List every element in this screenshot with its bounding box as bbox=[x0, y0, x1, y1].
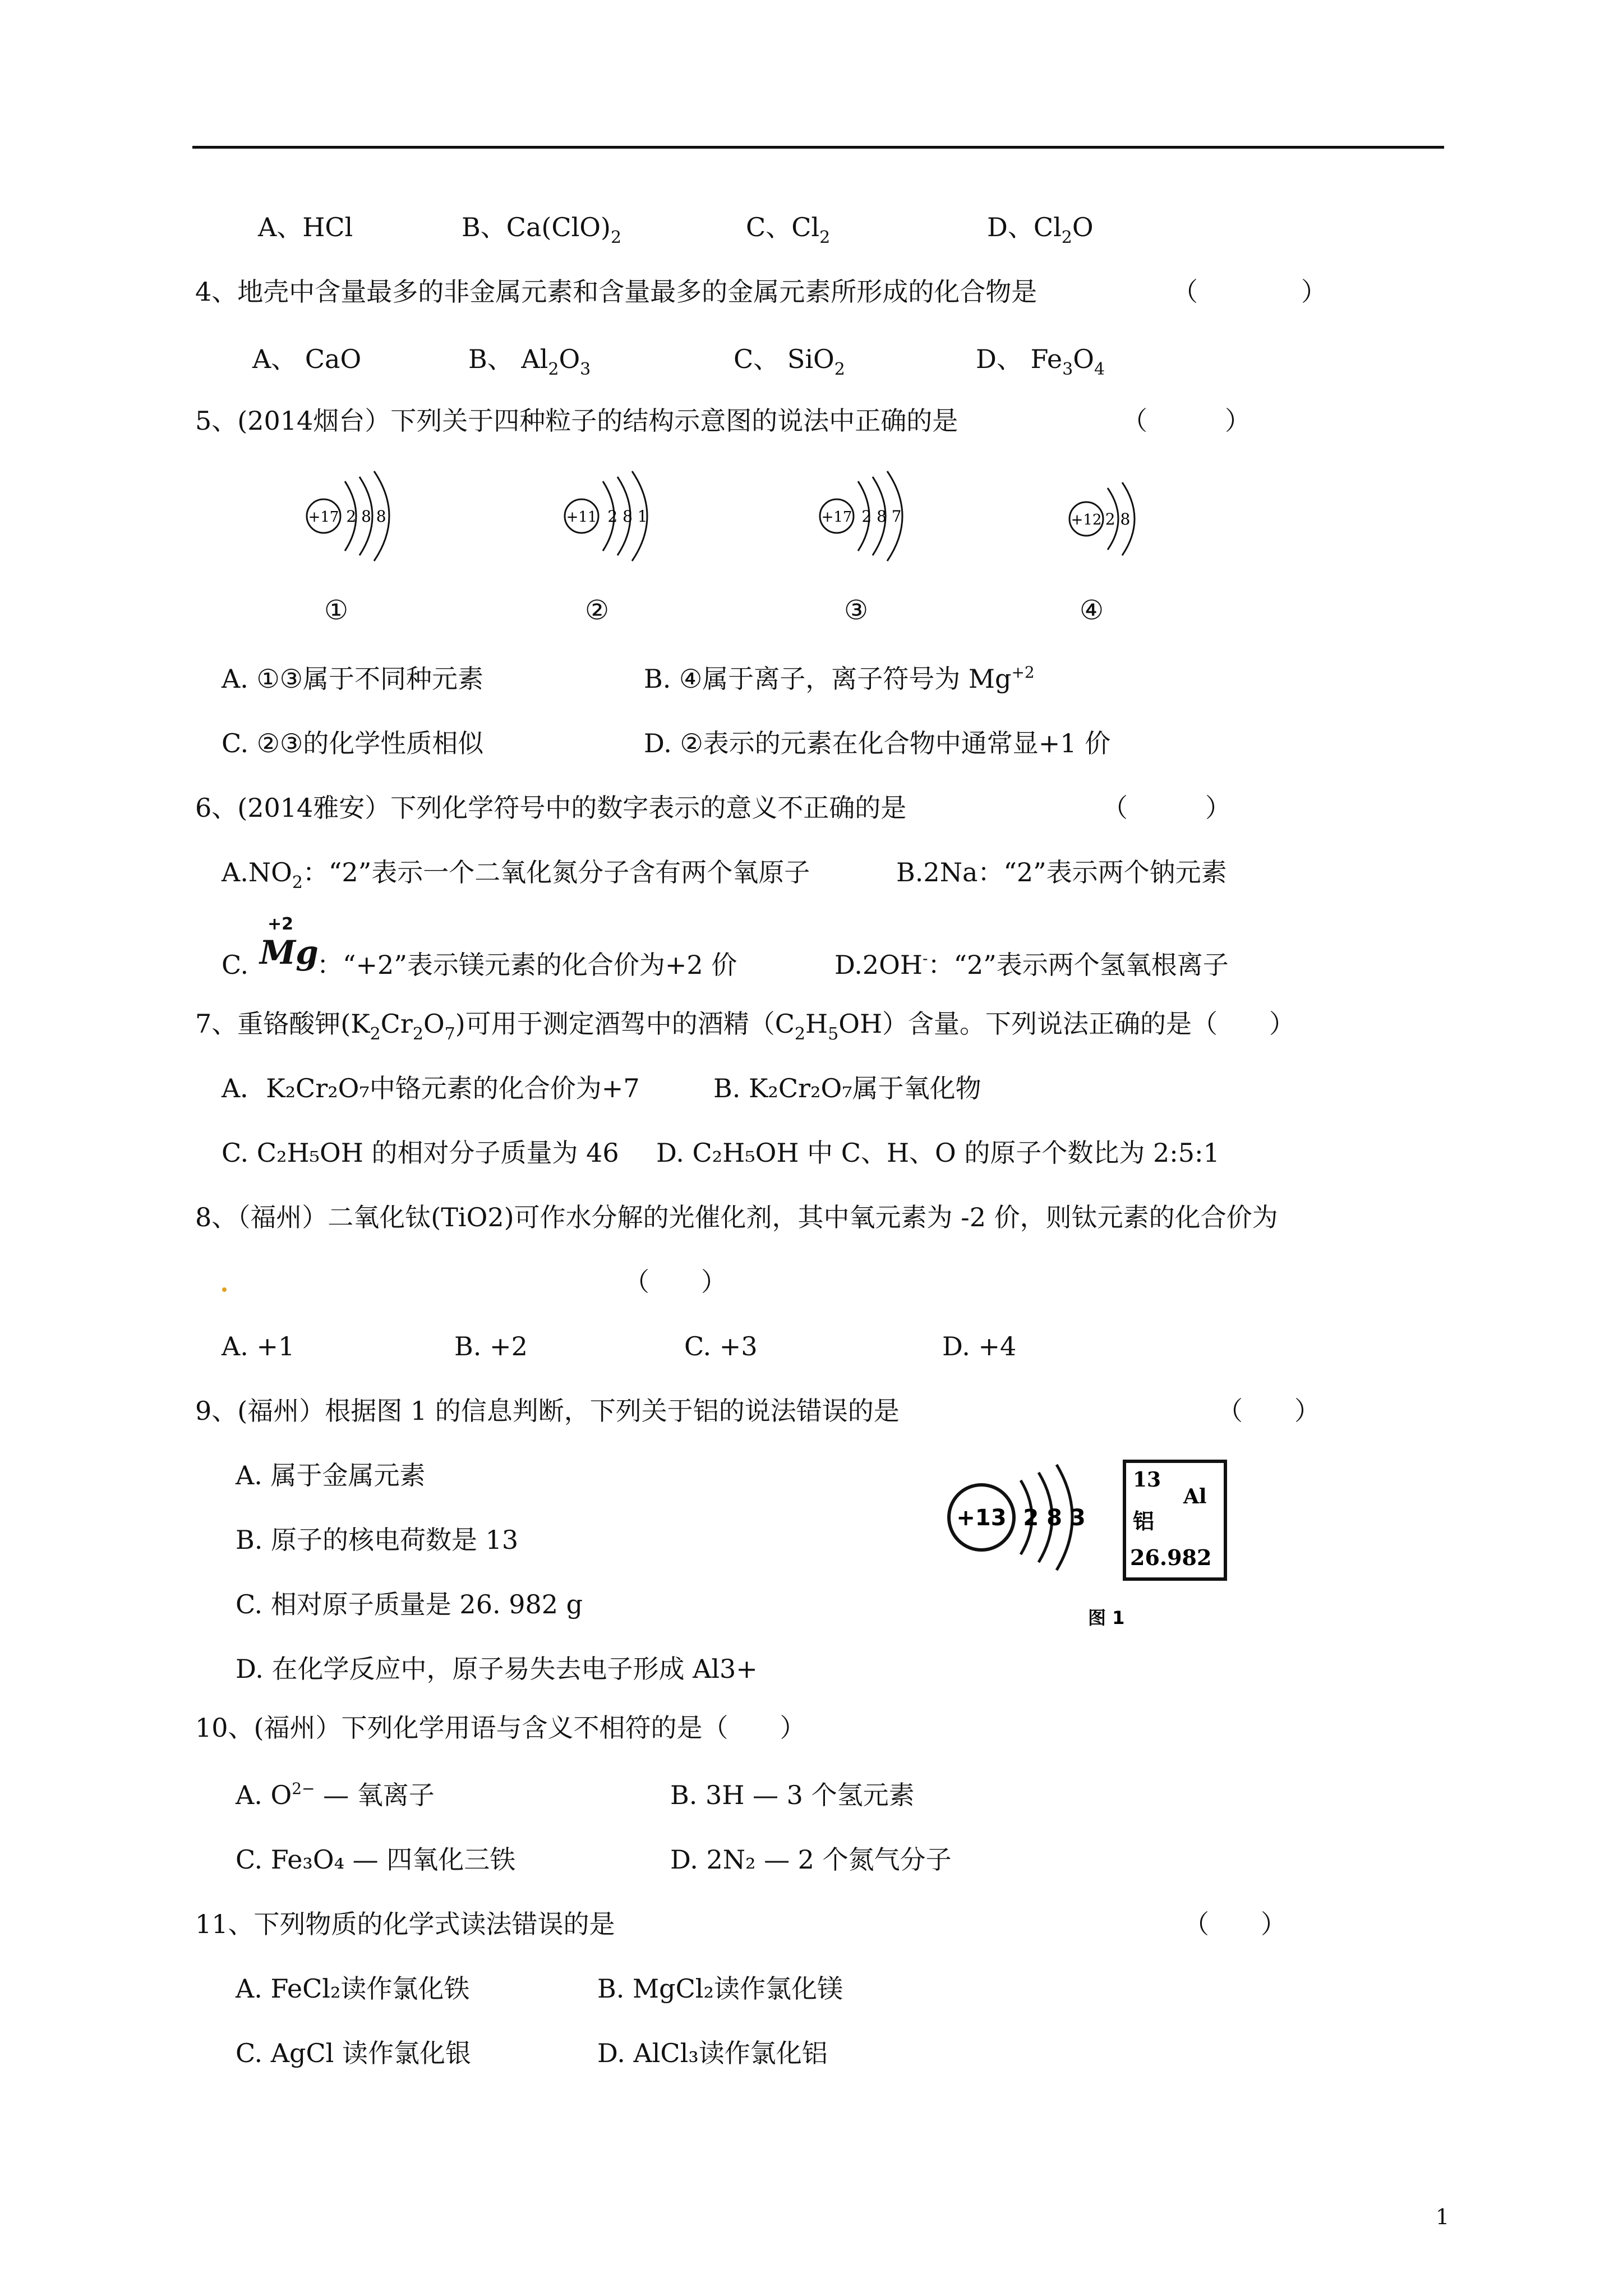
particle-4-nucleus: +12 bbox=[1071, 512, 1102, 528]
fig1-atomic-number: 13 bbox=[1133, 1468, 1161, 1492]
page-number: 1 bbox=[1436, 2205, 1450, 2229]
mg-symbol: Mg bbox=[260, 933, 319, 972]
q5-option-a: A. ①③属于不同种元素 bbox=[222, 664, 483, 694]
q3-option-c: C、$Cl_2$ bbox=[746, 212, 831, 247]
q9-answer-paren: （ ） bbox=[1217, 1396, 1320, 1426]
particle-label-1: ① bbox=[324, 595, 349, 626]
q8-option-b: B. +2 bbox=[454, 1331, 528, 1361]
q10-option-d: D. 2N₂ — 2 个氮气分子 bbox=[670, 1844, 952, 1875]
q9-option-c: C. 相对原子质量是 26. 982 g bbox=[236, 1589, 583, 1619]
q6-option-b: B.2Na：“2”表示两个钠元素 bbox=[896, 857, 1227, 887]
q10-option-a: A. $O^{2-}$ — 氧离子 bbox=[236, 1779, 435, 1810]
q5-answer-paren: （ ） bbox=[1122, 406, 1251, 436]
fig1-name: 铝 bbox=[1133, 1509, 1155, 1534]
q7-option-c: C. C₂H₅OH 的相对分子质量为 46 bbox=[222, 1138, 619, 1168]
particle-diagram-4 bbox=[1063, 471, 1164, 567]
q11-option-a: A. FeCl₂读作氯化铁 bbox=[236, 1973, 470, 2004]
q10-stem: 10、(福州）下列化学用语与含义不相符的是（ ） bbox=[195, 1713, 806, 1743]
q4-option-d: D、 $Fe_3O_4$ bbox=[976, 344, 1105, 379]
aluminum-figure bbox=[937, 1456, 1234, 1641]
particle-label-2: ② bbox=[585, 595, 610, 626]
q5-option-b: B. ④属于离子，离子符号为 $Mg^{+2}$ bbox=[644, 663, 1035, 694]
q3-option-d: D、$Cl_2O$ bbox=[987, 212, 1094, 247]
particle-label-4: ④ bbox=[1080, 595, 1104, 626]
q9-stem: 9、(福州）根据图 1 的信息判断，下列关于铝的说法错误的是 bbox=[195, 1396, 900, 1426]
header-rule bbox=[192, 146, 1444, 149]
particle-3-nucleus: +17 bbox=[821, 509, 852, 526]
q7-option-b: B. K₂Cr₂O₇属于氧化物 bbox=[713, 1073, 981, 1103]
q8-option-c: C. +3 bbox=[684, 1331, 758, 1361]
q4-stem: 4、地壳中含量最多的非金属元素和含量最多的金属元素所形成的化合物是 bbox=[195, 277, 1038, 307]
q11-option-d: D. AlCl₃读作氯化铝 bbox=[597, 2038, 828, 2068]
particle-1-shells: 2 8 8 bbox=[346, 507, 386, 526]
q6-option-d: D.2OH-：“2”表示两个氢氧根离子 bbox=[834, 949, 1229, 980]
q5-option-c: C. ②③的化学性质相似 bbox=[222, 728, 484, 758]
particle-2-nucleus: +11 bbox=[566, 509, 597, 526]
q6-option-a: $A.NO_2$：“2”表示一个二氧化氮分子含有两个氧原子 bbox=[222, 857, 810, 892]
fig1-shells: 2 8 3 bbox=[1023, 1505, 1086, 1531]
q3-option-b: B、$Ca(ClO)_2$ bbox=[462, 212, 622, 247]
particle-3-shells: 2 8 7 bbox=[861, 507, 902, 526]
q6-option-c: ：“+2”表示镁元素的化合价为+2 价 bbox=[317, 950, 737, 980]
q5-option-d: D. ②表示的元素在化合物中通常显+1 价 bbox=[644, 728, 1111, 758]
particle-diagram-3 bbox=[813, 460, 937, 572]
q5-stem: 5、(2014烟台）下列关于四种粒子的结构示意图的说法中正确的是 bbox=[195, 406, 958, 436]
q4-option-a: A、 CaO bbox=[252, 344, 362, 374]
q11-answer-paren: （ ） bbox=[1183, 1909, 1287, 1939]
particle-label-3: ③ bbox=[844, 595, 869, 626]
q7-stem: 7、重铬酸钾$(K_2Cr_2O_7)$可用于测定酒驾中的酒精$(C_2H_5OH)$含量。下列说法正确的是（ ） bbox=[195, 1009, 1295, 1044]
stray-mark bbox=[222, 1287, 227, 1292]
particle-1-nucleus: +17 bbox=[308, 509, 339, 526]
q11-option-c: C. AgCl 读作氯化银 bbox=[236, 2038, 471, 2068]
fig1-mass: 26.982 bbox=[1130, 1545, 1212, 1570]
q4-answer-paren: （ ） bbox=[1172, 277, 1327, 307]
q9-option-d: D. 在化学反应中，原子易失去电子形成 Al3+ bbox=[236, 1654, 758, 1684]
particle-diagram-2 bbox=[558, 460, 681, 572]
q11-option-b: B. MgCl₂读作氯化镁 bbox=[597, 1973, 843, 2004]
q10-option-c: C. Fe₃O₄ — 四氧化三铁 bbox=[236, 1844, 516, 1875]
q8-option-a: A. +1 bbox=[222, 1331, 295, 1361]
q10-option-b: B. 3H — 3 个氢元素 bbox=[670, 1780, 915, 1810]
q7-option-a: A．K₂Cr₂O₇中铬元素的化合价为+7 bbox=[222, 1073, 640, 1103]
q7-option-d: D. C₂H₅OH 中 C、H、O 的原子个数比为 2:5:1 bbox=[656, 1138, 1220, 1168]
q11-stem: 11、下列物质的化学式读法错误的是 bbox=[195, 1909, 615, 1939]
fig1-caption: 图 1 bbox=[1088, 1607, 1125, 1628]
q4-option-c: C、 SiO$_2$ bbox=[734, 344, 845, 379]
fig1-symbol: Al bbox=[1183, 1485, 1207, 1508]
fig1-nucleus: +13 bbox=[956, 1505, 1007, 1531]
particle-diagram-1 bbox=[300, 460, 423, 572]
q6-answer-paren: （ ） bbox=[1102, 793, 1231, 823]
q9-option-a: A. 属于金属元素 bbox=[236, 1460, 426, 1490]
mg-valence-symbol bbox=[254, 914, 321, 982]
q8-option-d: D. +4 bbox=[942, 1331, 1017, 1361]
particle-2-shells: 2 8 1 bbox=[607, 507, 648, 526]
mg-valence-charge: +2 bbox=[268, 914, 294, 934]
q3-option-a: A、HCl bbox=[258, 212, 353, 242]
q6-stem: 6、(2014雅安）下列化学符号中的数字表示的意义不正确的是 bbox=[195, 793, 907, 823]
q8-stem: 8、（福州）二氧化钛(TiO2)可作水分解的光催化剂，其中氧元素为 -2 价，则钛元素的化合价为 bbox=[195, 1202, 1278, 1232]
q4-option-b: B、 $Al_2O_3$ bbox=[468, 344, 591, 379]
q8-answer-paren: （ ） bbox=[624, 1267, 727, 1297]
q6-option-c-prefix: C. bbox=[222, 950, 249, 980]
particle-4-shells: 2 8 bbox=[1105, 510, 1131, 528]
q9-option-b: B. 原子的核电荷数是 13 bbox=[236, 1525, 519, 1555]
